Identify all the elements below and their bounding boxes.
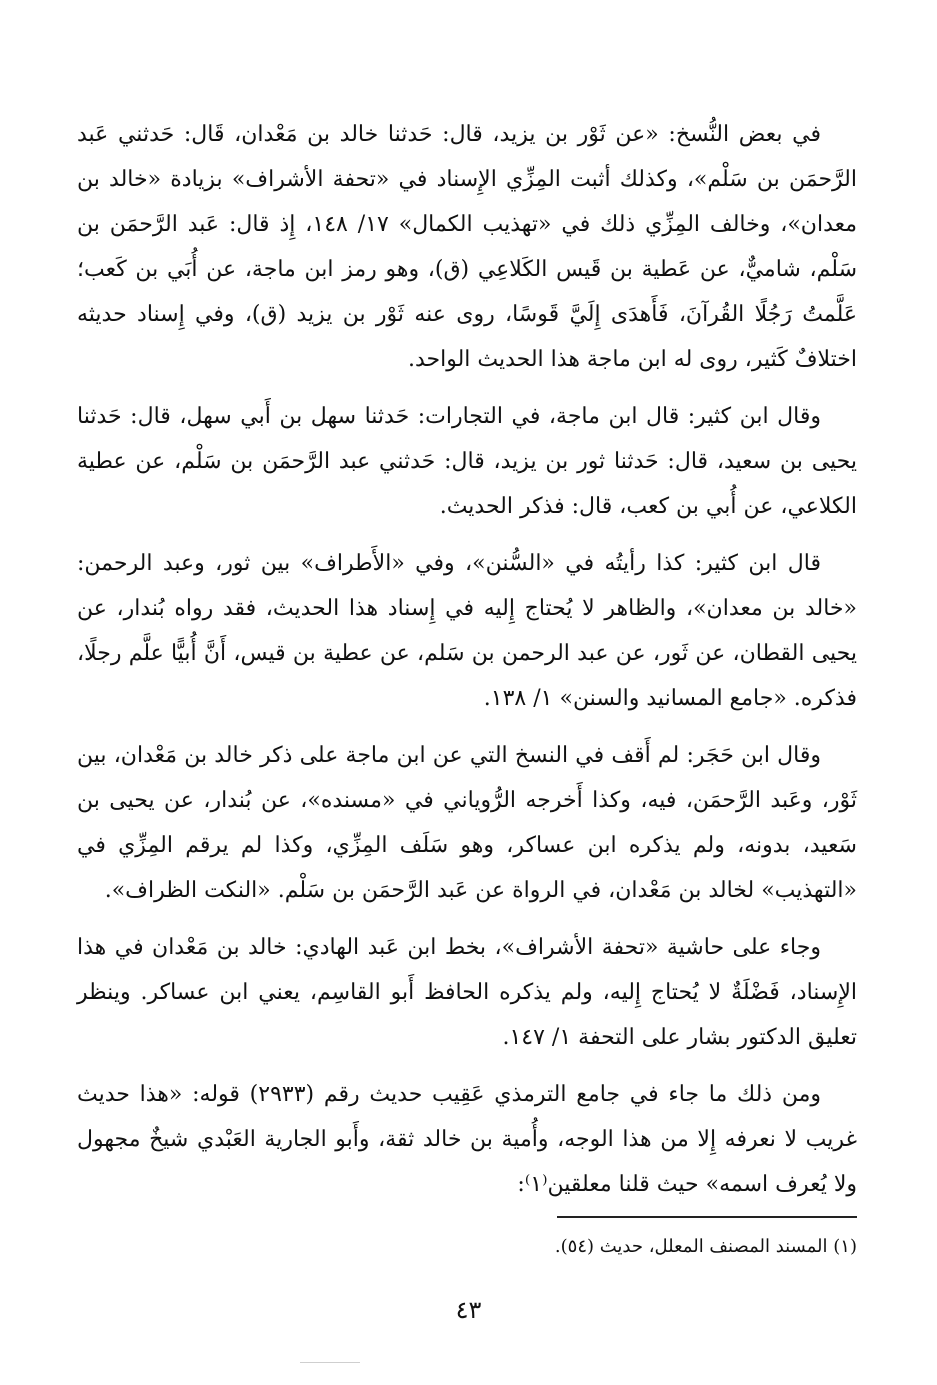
footnote-divider [557, 1216, 857, 1218]
paragraph-6: ومن ذلك ما جاء في جامع الترمذي عَقِيب حديث رقم (٢٩٣٣) قوله: «هذا حديث غريب لا نعرفه إِلا من هذا الوجه، وأُمية بن خالد ثقة، وأَبو الجارية العَبْدي شيخٌ مجهول ولا يُعرف اسمه» حيث قلنا معلقين⁽١⁾: [77, 1082, 857, 1197]
scan-mark [300, 1362, 360, 1363]
paragraph-2: وقال ابن كثير: قال ابن ماجة، في التجارات: حَدثنا سهل بن أَبي سهل، قال: حَدثنا يحيى بن سعيد، قال: حَدثنا ثور بن يزيد، قال: حَدثني عبد الرَّحمَن بن سَلْم، عن عطية الكلاعي، عن أُبي بن كعب، قال: فذكر الحديث. [77, 404, 857, 519]
footnote: (١) المسند المصنف المعلل، حديث (٥٤). [554, 1236, 857, 1257]
paragraph-5: وجاء على حاشية «تحفة الأشراف»، بخط ابن عَبد الهادي: خالد بن مَعْدان في هذا الإِسناد، فَضْلَةٌ لا يُحتاج إِليه، ولم يذكره الحافظ أَبو القاسِم، يعني ابن عساكر. وينظر تعليق الدكتور بشار على التحفة ١/ ١٤٧. [77, 935, 857, 1050]
paragraph-1: في بعض النُّسخ: «عن ثَوْر بن يزيد، قال: حَدثنا خالد بن مَعْدان، قَال: حَدثني عَبد الرَّحمَن بن سَلْم»، وكذلك أثبت المِزِّي الإِسناد في «تحفة الأشراف» بزيادة «خالد بن معدان»، وخالف المِزِّي ذلك في «تهذيب الكمال» ١٧/ ١٤٨، إِذ قال: عَبد الرَّحمَن بن سَلْم، شاميٌّ، عن عَطية بن قَيس الكَلاعِي (ق)، وهو رمز ابن ماجة، عن أُبَي بن كَعب؛ عَلَّمتُ رَجُلًا القُرآنَ، فَأَهدَى إِلَيَّ قَوسًا، روى عنه ثَوْر بن يزيد (ق)، وفي إِسناد حديثه اختلافٌ كَثير، روى له ابن ماجة هذا الحديث الواحد. [77, 122, 858, 372]
paragraph-3: قال ابن كثير: كذا رأيتُه في «السُّنن»، وفي «الأَطراف» بين ثور، وعبد الرحمن: «خالد بن معدان»، والظاهر لا يُحتاج إِليه في إِسناد هذا الحديث، فقد رواه بُندار، عن يحيى القطان، عن ثَور، عن عبد الرحمن بن سَلم، عن عطية بن قيس، أَنَّ أُبيًّا علَّم رجلًا، فذكره. «جامع المسانيد والسنن» ١/ ١٣٨. [77, 551, 857, 711]
page-number: ٤٣ [455, 1296, 482, 1324]
paragraph-4: وقال ابن حَجَر: لم أَقف في النسخ التي عن ابن ماجة على ذكر خالد بن مَعْدان، بين ثَوْر، وعَبد الرَّحمَن، فيه، وكذا أَخرجه الرُّوياني في «مسنده»، عن بُندار، عن يحيى بن سَعيد، بدونه، ولم يذكره ابن عساكر، وهو سَلَف المِزِّي، وكذا لم يرقم المِزِّي في «التهذيب» لخالد بن مَعْدان، في الرواة عن عَبد الرَّحمَن بن سَلْم. «النكت الظراف». [77, 743, 857, 903]
main-text [77, 112, 857, 1219]
